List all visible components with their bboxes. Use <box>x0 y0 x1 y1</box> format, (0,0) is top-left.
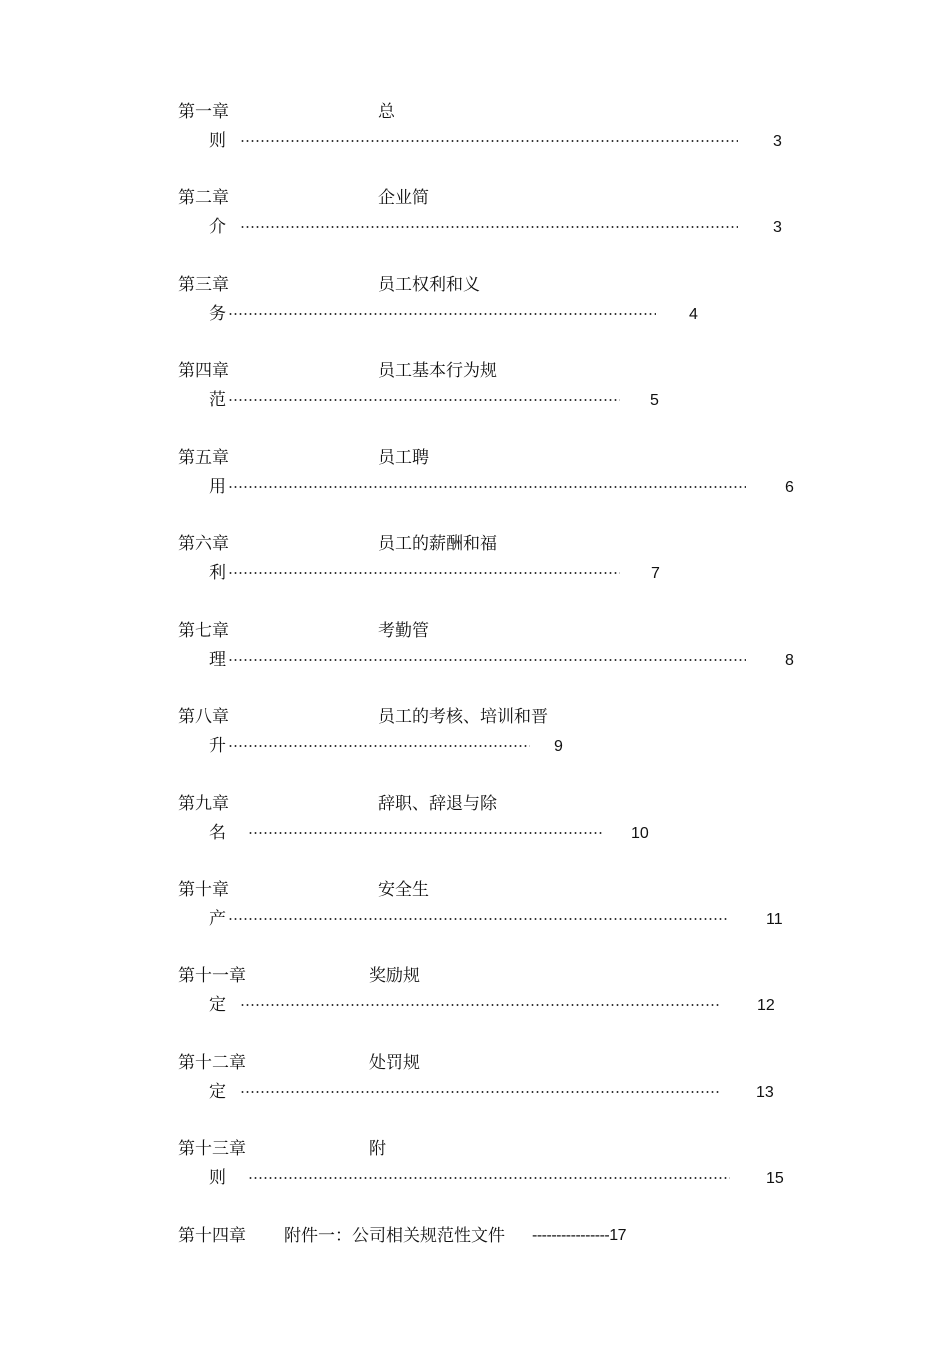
chapter-title-continued: 务 <box>209 304 226 324</box>
page-number: 3 <box>773 133 782 150</box>
chapter-title: 员工聘 <box>378 448 429 468</box>
dot-leader <box>228 659 746 661</box>
chapter-title-continued: 用 <box>209 477 226 497</box>
chapter-title-continued: 理 <box>209 650 226 670</box>
toc-entry <box>0 359 950 419</box>
page-number: 7 <box>651 565 660 582</box>
dot-leader <box>228 486 746 488</box>
toc-entry <box>0 446 950 506</box>
toc-entry <box>0 964 950 1024</box>
chapter-title-continued: 升 <box>209 736 226 756</box>
chapter-number: 第四章 <box>178 361 229 381</box>
toc-entry <box>0 532 950 592</box>
dot-leader <box>228 745 530 747</box>
toc-entry <box>0 619 950 679</box>
dot-leader <box>240 226 738 228</box>
chapter-title: 附 <box>369 1139 386 1159</box>
dot-leader <box>228 572 620 574</box>
chapter-title: 员工的考核、培训和晋 <box>378 707 548 727</box>
chapter-title-continued: 则 <box>209 131 226 151</box>
page-number: 10 <box>631 825 649 842</box>
page-number: 15 <box>766 1170 784 1187</box>
page-number: 9 <box>554 738 563 755</box>
chapter-number: 第八章 <box>178 707 229 727</box>
dot-leader <box>248 1177 730 1179</box>
chapter-number: 第十二章 <box>178 1053 246 1073</box>
toc-entry <box>0 273 950 333</box>
chapter-number: 第九章 <box>178 794 229 814</box>
dot-leader <box>240 140 738 142</box>
page-number: 8 <box>785 652 794 669</box>
chapter-number: 第十章 <box>178 880 229 900</box>
toc-entry <box>0 186 950 246</box>
chapter-title-continued: 介 <box>209 217 226 237</box>
chapter-title-continued: 利 <box>209 563 226 583</box>
toc-entry <box>0 705 950 765</box>
dot-leader <box>240 1091 720 1093</box>
chapter-title: 员工权利和义 <box>378 275 480 295</box>
chapter-title: 附件一：公司相关规范性文件 <box>284 1226 505 1246</box>
toc-entry <box>0 1137 950 1197</box>
toc-entry <box>0 878 950 938</box>
dot-leader <box>248 832 604 834</box>
chapter-title-continued: 名 <box>209 823 226 843</box>
dot-leader <box>228 313 656 315</box>
dot-leader <box>240 1004 720 1006</box>
page-number: 4 <box>689 306 698 323</box>
chapter-number: 第三章 <box>178 275 229 295</box>
chapter-number: 第二章 <box>178 188 229 208</box>
toc-entry <box>0 1051 950 1111</box>
chapter-title: 员工的薪酬和福 <box>378 534 497 554</box>
toc-entry <box>0 792 950 852</box>
chapter-title: 辞职、辞退与除 <box>378 794 497 814</box>
chapter-title: 员工基本行为规 <box>378 361 497 381</box>
chapter-number: 第六章 <box>178 534 229 554</box>
page-number: 3 <box>773 219 782 236</box>
page-number: 11 <box>766 911 783 928</box>
chapter-number: 第五章 <box>178 448 229 468</box>
chapter-title: 奖励规 <box>369 966 420 986</box>
page-number: 6 <box>785 479 794 496</box>
toc-entry-last <box>0 1224 950 1254</box>
page-number: 12 <box>757 997 775 1014</box>
dot-leader <box>228 399 620 401</box>
toc-entry <box>0 100 950 160</box>
chapter-title-continued: 定 <box>209 1082 226 1102</box>
page-number: ----------------17 <box>532 1227 627 1244</box>
chapter-title-continued: 范 <box>209 390 226 410</box>
chapter-number: 第一章 <box>178 102 229 122</box>
chapter-title-continued: 产 <box>209 909 226 929</box>
page-number: 13 <box>756 1084 774 1101</box>
chapter-number: 第十一章 <box>178 966 246 986</box>
chapter-number: 第七章 <box>178 621 229 641</box>
dot-leader <box>228 918 728 920</box>
chapter-title: 总 <box>378 102 395 122</box>
chapter-title-continued: 定 <box>209 995 226 1015</box>
chapter-title: 安全生 <box>378 880 429 900</box>
page-number: 5 <box>650 392 659 409</box>
chapter-number: 第十三章 <box>178 1139 246 1159</box>
chapter-title: 考勤管 <box>378 621 429 641</box>
chapter-title-continued: 则 <box>209 1168 226 1188</box>
chapter-title: 企业简 <box>378 188 429 208</box>
chapter-title: 处罚规 <box>369 1053 420 1073</box>
chapter-number: 第十四章 <box>178 1226 246 1246</box>
